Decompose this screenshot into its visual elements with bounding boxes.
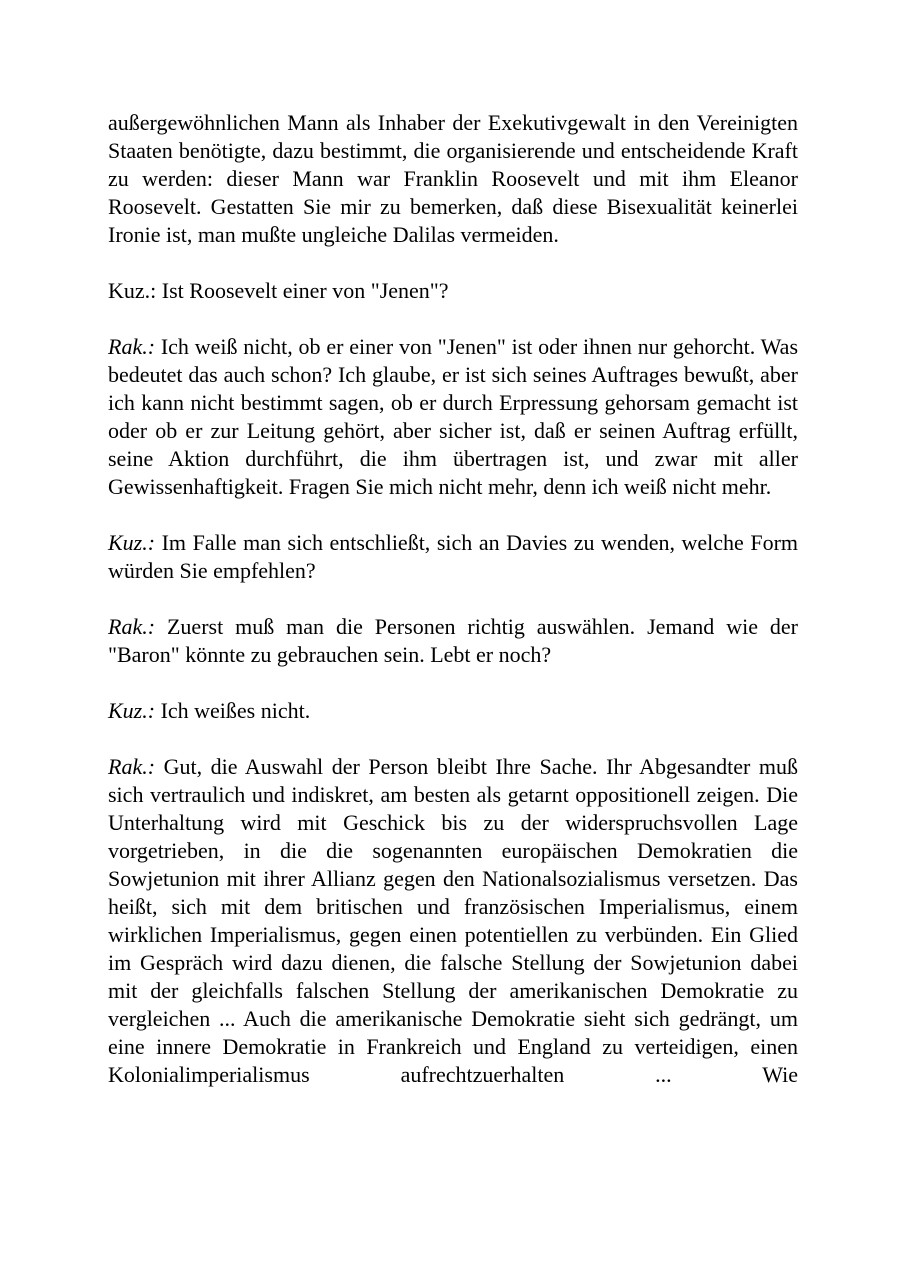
paragraph-4 [108,529,798,585]
paragraph-text: außergewöhnlichen Mann als Inhaber der Exekutivgewalt in den Vereinigten Staaten benötigte, dazu bestimmt, die organisierende und entscheidende Kraft zu werden: dieser Mann war Franklin Roosevelt und mit ihm Eleanor Roosevelt. Gestatten Sie mir zu bemerken, daß diese Bisexualität keinerlei Ironie ist, man mußte ungleiche Dalilas vermeiden. [108,110,798,247]
paragraph-1 [108,109,798,249]
speaker-label: Rak.: [108,754,156,779]
paragraph-6 [108,697,798,725]
paragraph-text: Gut, die Auswahl der Person bleibt Ihre Sache. Ihr Abgesandter muß sich vertraulich und indiskret, am besten als getarnt oppositionell zeigen. Die Unterhaltung wird mit Geschick bis zu der widerspruchsvollen Lage vorgetrieben, in die die sogenannten europäischen Demokratien die Sowjetunion mit ihrer Allianz gegen den Nationalsozialismus versetzen. Das heißt, sich mit dem britischen und französischen Imperialismus, einem wirklichen Imperialismus, gegen einen potentiellen zu verbünden. Ein Glied im Gespräch wird dazu dienen, die falsche Stellung der Sowjetunion dabei mit der gleichfalls falschen Stellung der amerikanischen Demokratie zu vergleichen ... Auch die amerikanische Demokratie sieht sich gedrängt, um eine innere Demokratie in Frankreich und England zu verteidigen, einen Kolonialimperialismus aufrechtzuerhalten ... Wie [108,754,798,1087]
paragraph-text: Im Falle man sich entschließt, sich an Davies zu wenden, welche Form würden Sie empfehlen? [108,530,799,583]
paragraph-text: Ich weiß nicht, ob er einer von "Jenen" ist oder ihnen nur gehorcht. Was bedeutet das auch schon? Ich glaube, er ist sich seines Auftrages bewußt, aber ich kann nicht bestimmt sagen, ob er durch Erpressung gehorsam gemacht ist oder ob er zur Leitung gehört, aber sicher ist, daß er seinen Auftrag erfüllt, seine Aktion durchführt, die ihm übertragen ist, und zwar mit aller Gewissenhaftigkeit. Fragen Sie mich nicht mehr, denn ich weiß nicht mehr. [108,334,799,499]
paragraph-5 [108,613,798,669]
speaker-label: Rak.: [108,334,156,359]
paragraph-7 [108,753,798,1089]
paragraph-text: Zuerst muß man die Personen richtig auswählen. Jemand wie der "Baron" könnte zu gebrauchen sein. Lebt er noch? [108,614,798,667]
speaker-label: Kuz.: [108,530,156,555]
speaker-label: Rak.: [108,614,156,639]
paragraph-text: Ich weißes nicht. [160,698,311,723]
paragraph-2 [108,277,798,305]
speaker-label: Kuz.: [108,698,156,723]
paragraph-text: Kuz.: Ist Roosevelt einer von "Jenen"? [108,278,449,303]
document-page [108,109,798,1089]
paragraph-3 [108,333,798,501]
